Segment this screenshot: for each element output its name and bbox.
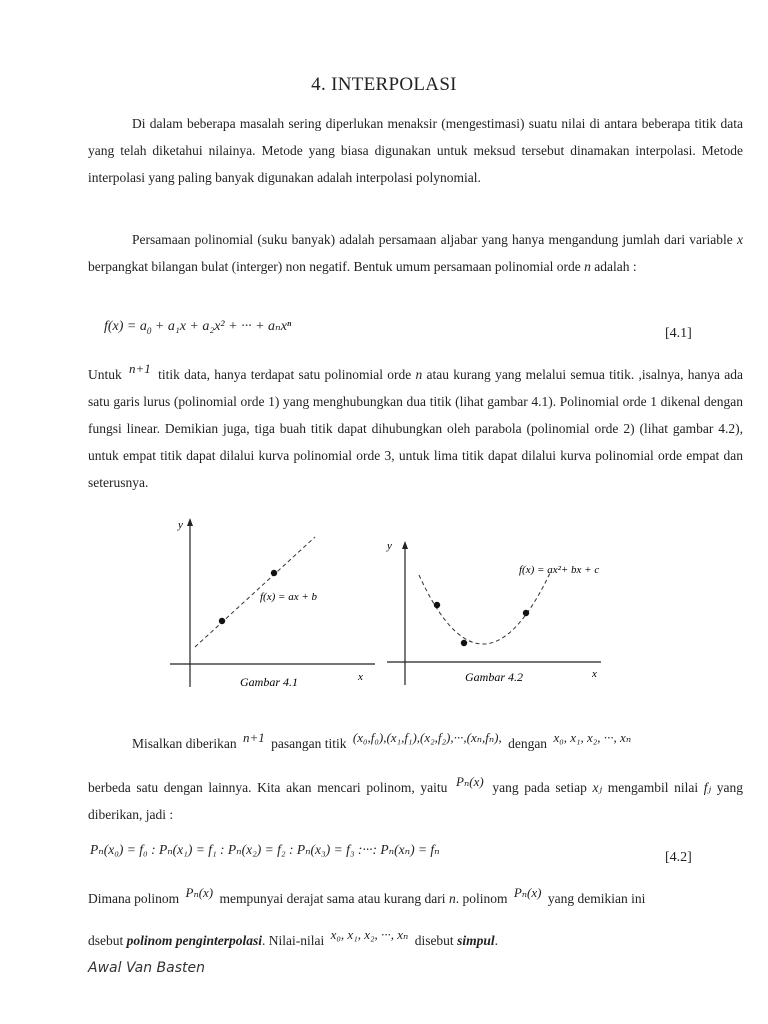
paragraph-n-plus-1-points: Untuk n+1 titik data, hanya terdapat satu polinomial orde n atau kurang yang melalui semua titik. ,isalnya, hanya ada satu garis lurus (polinomial orde 1) yang menghubungkan dua titik (lihat gambar 4.1). Polinomial orde 1 dikenal dengan fungsi linear. Demikian juga, tiga buah titik dapat dihubungkan oleh parabola (polinomial orde 2) (lihat gambar 4.2), untuk empat titik dapat dilalui kurva polinomial orde 3, untuk lima titik dapat dilalui kurva polinomial orde empat dan seterusnya. — [88, 361, 743, 490]
fig2-point-1 — [434, 602, 440, 608]
fig1-y-arrow-icon — [187, 518, 193, 526]
fig2-x-label: x — [592, 668, 597, 680]
page-title: 4. INTERPOLASI — [311, 74, 457, 95]
fig2-y-arrow-icon — [402, 541, 408, 549]
fig1-point-2 — [271, 570, 277, 576]
equation-number-4-2: [4.2] — [665, 850, 692, 865]
fig2-point-2 — [461, 640, 467, 646]
figure-4-1-linear — [160, 512, 380, 692]
equation-4-2: Pₙ(x₀) = f₀ : Pₙ(x₁) = f₁ : Pₙ(x₂) = f₂ : Pₙ(x₃) = f₃ :···: Pₙ(xₙ) = fₙ — [90, 842, 440, 857]
author-footer: Awal Van Basten — [88, 960, 205, 976]
equation-4-1: $f(x) = a_0 + a_1x + a_2x^2$ + ··· + aₙxⁿ — [104, 319, 292, 336]
paragraph-nodes: dsebut polinom penginterpolasi. Nilai-nilai x₀, x₁, x₂, ···, xₙ disebut simpul. — [88, 927, 498, 948]
fig1-function-label: f(x) = ax + b — [260, 591, 317, 603]
figure-4-2-parabola — [383, 535, 608, 690]
equation-number-4-1: [4.1] — [665, 326, 692, 341]
fig1-x-label: x — [358, 671, 363, 683]
paragraph-polynomial-definition: Persamaan polinomial (suku banyak) adalah persamaan aljabar yang hanya mengandung jumlah dari variable x berpangkat bilangan bulat (interger) non negatif. Bentuk umum persamaan polinomial orde n adalah : — [88, 232, 743, 274]
paragraph-intro: Di dalam beberapa masalah sering diperlukan menaksir (mengestimasi) suatu nilai di antara beberapa titik data yang telah diketahui nilainya. Metode yang biasa digunakan untuk meksud tersebut dinamakan interpolasi. Metode interpolasi yang paling banyak digunakan adalah interpolasi polynomial. — [88, 116, 743, 185]
paragraph-degree: Dimana polinom Pₙ(x) mempunyai derajat sama atau kurang dari n. polinom Pₙ(x) yang demikian ini — [88, 885, 646, 906]
fig2-y-label: y — [387, 540, 392, 552]
fig2-caption: Gambar 4.2 — [465, 670, 524, 684]
paragraph-interpolating-polynomial: berbeda satu dengan lainnya. Kita akan mencari polinom, yaitu Pₙ(x) yang pada setiap xⱼ mengambil nilai fⱼ yang diberikan, jadi : — [88, 774, 744, 822]
paragraph-given-points: Misalkan diberikan n+1 pasangan titik (x₀,f₀),(x₁,f₁),(x₂,f₂),···,(xₙ,fₙ), dengan x₀, x₁, x₂, ···, xₙ — [132, 730, 632, 751]
fig1-caption: Gambar 4.1 — [240, 675, 299, 689]
fig2-point-3 — [523, 610, 529, 616]
fig1-y-label: y — [178, 519, 183, 531]
fig2-function-label: f(x) = ax²+ bx + c — [519, 564, 600, 576]
fig1-point-1 — [219, 618, 225, 624]
